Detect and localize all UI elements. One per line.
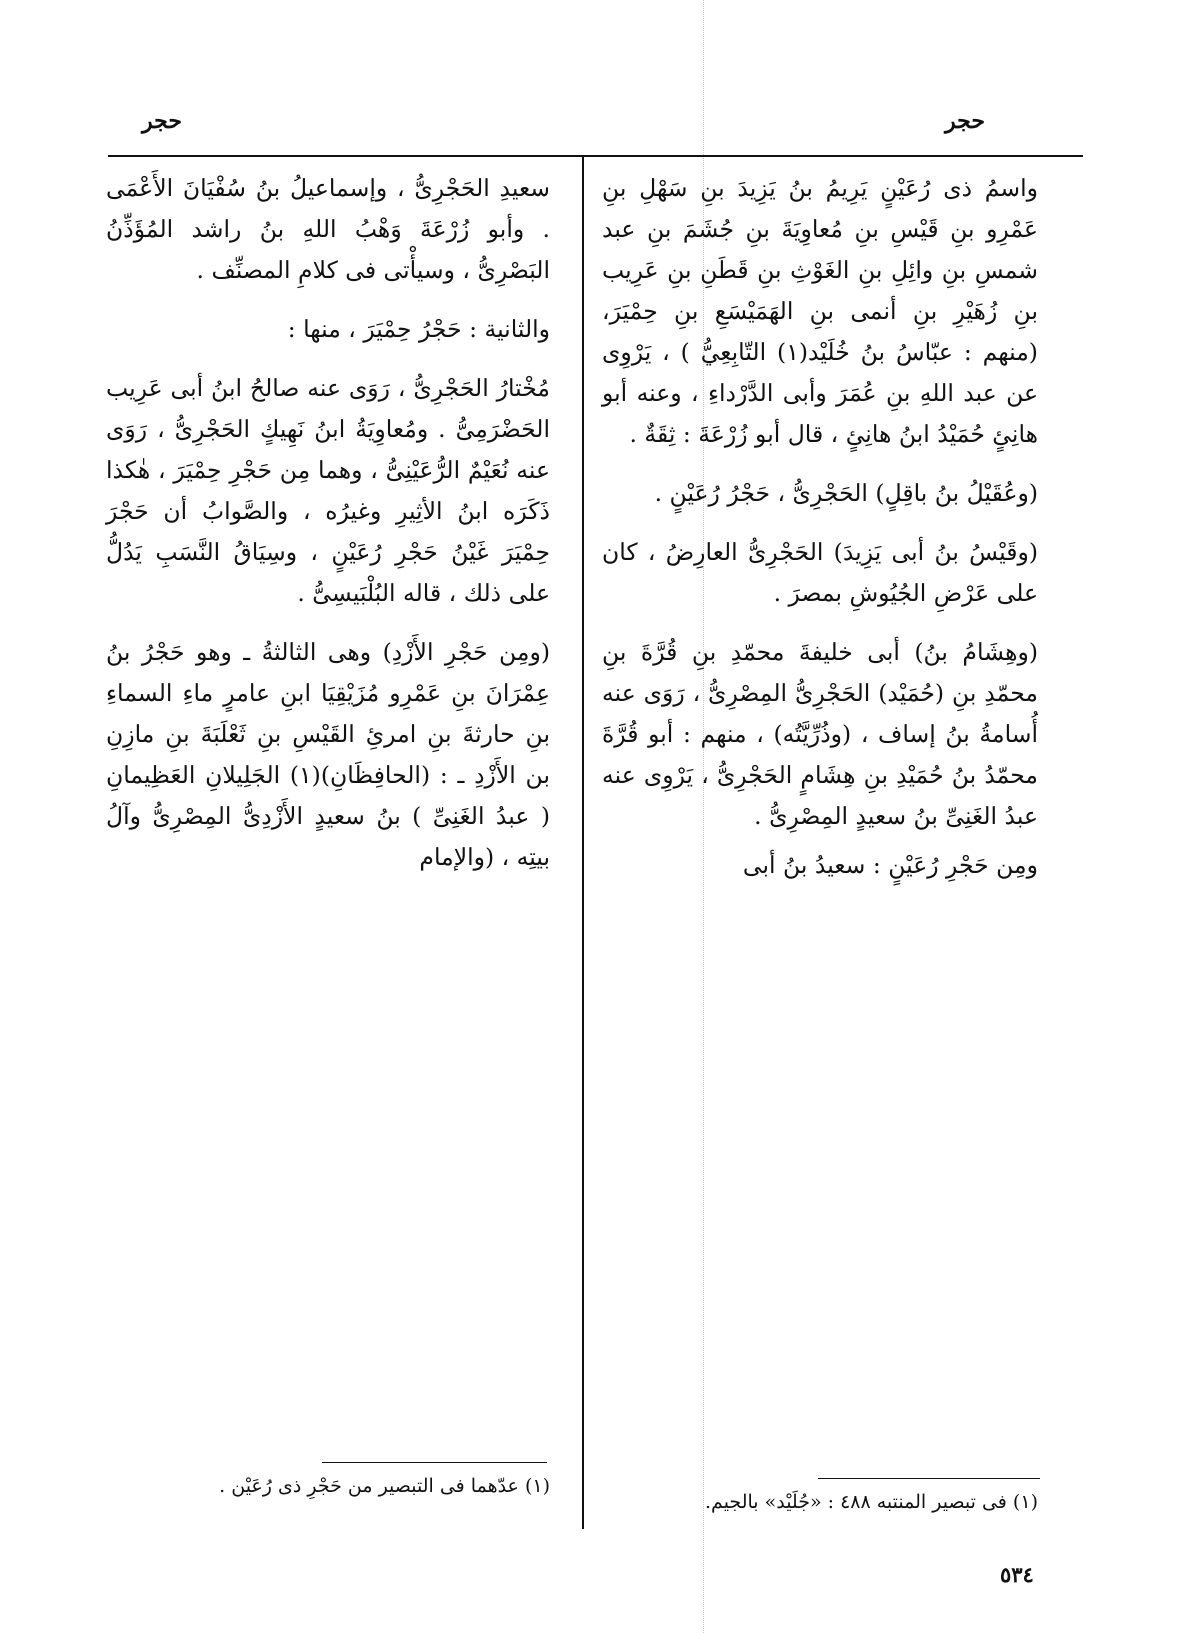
right-column-paragraph-3: (وقَيْسُ بنُ أبى يَزِيدَ) الحَجْرِىُّ العارِضُ ، كان على عَرْضِ الجُيُوشِ بمصرَ .	[602, 538, 1038, 607]
right-column	[602, 168, 1038, 904]
header-rule	[108, 155, 1083, 157]
footnote-right: (١) فى تبصير المنتبه ٤٨٨ : «جُلَيْد» بالجيم.	[705, 1491, 1038, 1513]
right-column-paragraph-5: ومِن حَجْرِ رُعَيْنٍ : سعيدُ بنُ أبى	[742, 851, 1038, 879]
column-divider	[582, 157, 584, 1529]
left-column	[106, 168, 550, 896]
running-header-right: حجر	[945, 108, 985, 134]
left-column-paragraph-3: مُخْتارُ الحَجْرِىُّ ، رَوَى عنه صالحُ ابنُ أبى عَرِيب الحَضْرَمِىُّ . ومُعاوِيَةُ ابنُ نَهِيكٍ الحَجْرِىُّ ، رَوَى عنه نُعَيْمٌ الرُّعَيْنِىُّ ، وهما مِن حَجْرِ حِمْيَرَ ، هٰكذا ذَكَرَه ابنُ الأثِيرِ وغيرُه ، والصَّوابُ أن حَجْرَ حِمْيَرَ غَيْنُ حَجْرِ رُعَيْنٍ ، وسِيَاقُ النَّسَبِ يَدُلُّ على ذلك ، قاله البُلْبَيسِىُّ .	[106, 374, 550, 607]
running-header-left: حجر	[142, 108, 182, 134]
footnote-left: (١) عدّهما فى التبصير من حَجْرِ ذى رُعَيْن .	[219, 1475, 550, 1497]
right-column-paragraph-4: (وهِشَامُ بنُ) أبى خليفةَ محمّدِ بنِ قُرَّةَ بنِ محمّدِ بنِ (حُمَيْد) الحَجْرِىُّ المِصْرِىُّ ، رَوَى عنه أُسامةُ بنُ إساف ، (وذُرِّيَّتُه) ، منهم : أبو قُرَّةَ محمّدُ بنُ حُمَيْدِ بنِ هِشَامٍ الحَجْرِىُّ ، يَرْوِى عنه عبدُ الغَنِىِّ بنُ سعيدٍ المِصْرِىُّ .	[602, 638, 1038, 830]
left-column-paragraph-4: (ومِن حَجْرِ الأَزْدِ) وهى الثالثةُ ـ وهو حَجْرُ بنُ عِمْرَانَ بنِ عَمْرِو مُزَيْقِيَا ابنِ عامرٍ ماءِ السماءِ بنِ حارثةَ بنِ امرئِ القَيْسِ بنِ ثَعْلَبَةَ بنِ مازِنِ بن الأَزْدِ ـ : (الحافِظَانِ)(١) الجَلِيلانِ العَظِيمانِ ( عبدُ الغَنِىِّ ) بنُ سعيدٍ الأَزْدِىُّ المِصْرِىُّ وآلُ بيتِه ، (والإمام	[106, 638, 550, 871]
left-column-paragraph-2: والثانية : حَجْرُ حِمْيَرَ ، منها :	[287, 315, 550, 343]
right-column-paragraph-2: (وعُقَيْلُ بنُ باقِلٍ) الحَجْرِىُّ ، حَجْرُ رُعَيْنٍ .	[654, 479, 1038, 507]
footnote-rule-left	[322, 1462, 547, 1463]
footnote-rule-right	[818, 1478, 1040, 1479]
right-column-paragraph-1: واسمُ ذى رُعَيْنٍ يَرِيمُ بنُ يَزِيدَ بنِ سَهْلِ بنِ عَمْرِو بنِ قَيْسِ بنِ مُعاوِيَةَ بنِ جُشَمَ بنِ عبد شمسِ بنِ وائِلِ بنِ الغَوْثِ بنِ قَطَنِ بنِ عَرِيب بنِ زُهَيْرِ بنِ أنمى بنِ الهَمَيْسَعِ بنِ حِمْيَرَ، (منهم : عبّاسُ بنُ خُلَيْد(١) التّابِعِيُّ ) ، يَرْوِى عن عبد اللهِ بنِ عُمَرَ وأبى الدَّرْداءِ ، وعنه أبو هانِئٍ حُمَيْدُ ابنُ هانِئٍ ، قال أبو زُرْعَةَ : ثِقَةٌ .	[602, 174, 1038, 448]
left-column-paragraph-1: سعيدِ الحَجْرِىُّ ، وإسماعيلُ بنُ سُفْيَانَ الأَعْمَى . وأبو زُرْعَةَ وَهْبُ اللهِ بنُ راشد المُؤَذِّنُ البَصْرِىُّ ، وسيأْتى فى كلامِ المصنِّف .	[106, 174, 550, 284]
page-number: ٥٣٤	[1000, 1562, 1034, 1587]
